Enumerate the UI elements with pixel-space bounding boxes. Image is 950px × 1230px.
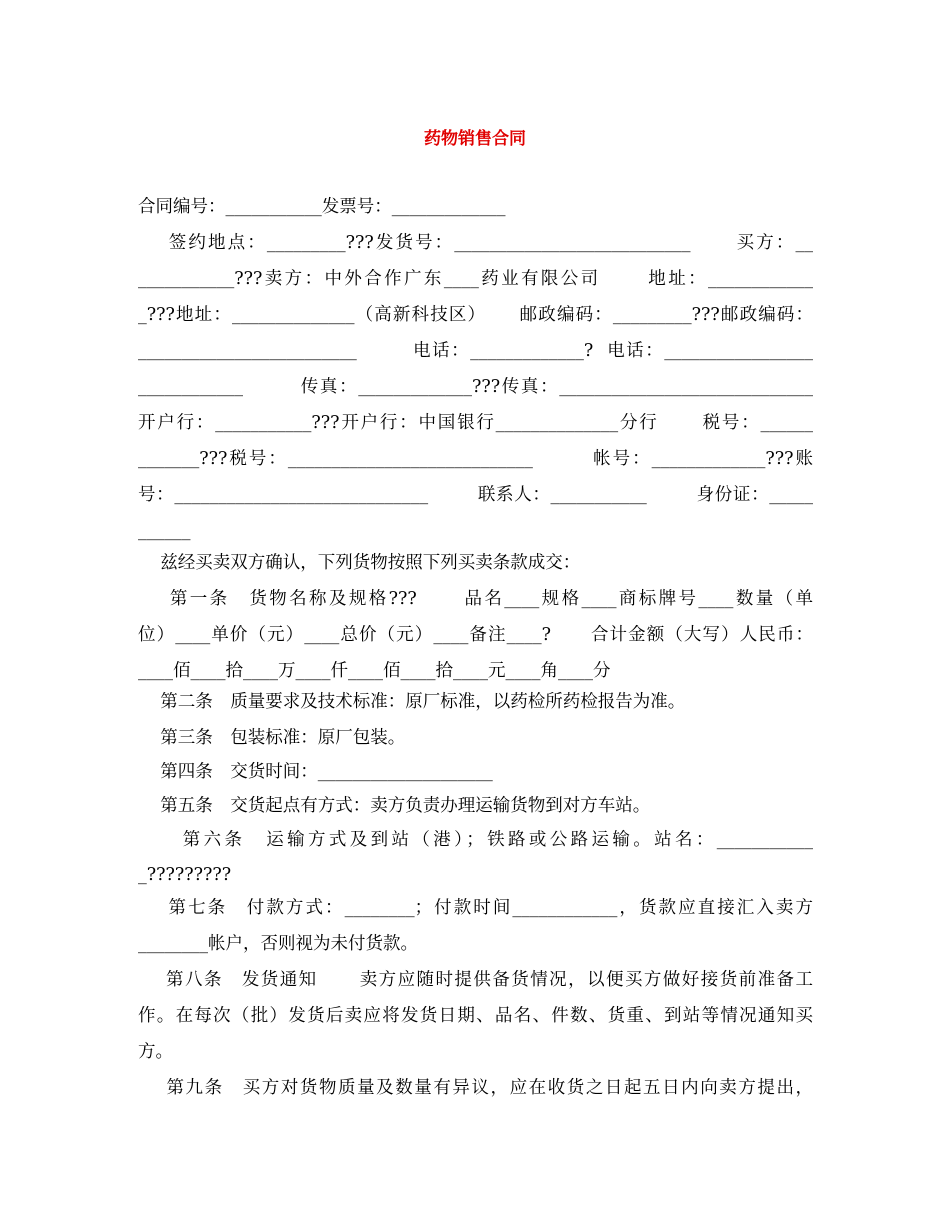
contract-line: 合同编号：___________发票号：_____________ xyxy=(138,197,506,217)
contract-line: 第六条 运输方式及到站（港）；铁路或公路运输。站名：___________ xyxy=(138,830,813,850)
contract-line: 开户行：___________???开户行：中国银行______________分行 税号：______ xyxy=(138,413,813,433)
contract-line: 第一条 货物名称及规格??? 品名____规格____商标牌号____数量（单 xyxy=(138,589,813,609)
contract-line: ____佰____拾____万____仟____佰____拾____元____角____分 xyxy=(138,661,611,681)
contract-line: ____________ 传真：_____________???传真：_____________________________ xyxy=(138,377,813,397)
contract-line: _???地址：______________（高新科技区） 邮政编码：_________???邮政编码： xyxy=(138,305,813,325)
contract-line: 第二条 质量要求及技术标准：原厂标准，以药检所药检报告为准。 xyxy=(138,692,686,712)
contract-line: 号：_____________________________ 联系人：___________ 身份证：_____ xyxy=(138,485,813,505)
contract-line: 作。在每次（批）发货后卖应将发货日期、品名、件数、货重、到站等情况通知买 xyxy=(138,1006,813,1026)
contract-line: ______ xyxy=(138,521,191,541)
contract-line: _????????? xyxy=(138,865,232,885)
contract-line: 第九条 买方对货物质量及数量有异议，应在收货之日起五日内向卖方提出， xyxy=(138,1078,813,1098)
contract-line: 方。 xyxy=(138,1042,173,1062)
contract-line: 第七条 付款方式：________；付款时间____________，货款应直接汇入卖方 xyxy=(138,898,813,918)
contract-line: 兹经买卖双方确认，下列货物按照下列买卖条款成交： xyxy=(138,553,581,573)
contract-line: 第八条 发货通知 卖方应随时提供备货情况，以便买方做好接货前准备工 xyxy=(138,970,813,990)
contract-line: _________________________ 电话：_____________? 电话：_________________ xyxy=(138,341,813,361)
contract-line: 签约地点：_________???发货号：___________________________ 买方：__ xyxy=(138,233,813,253)
contract-line: 第五条 交货起点有方式：卖方负责办理运输货物到对方车站。 xyxy=(138,796,651,816)
contract-line: 位）____单价（元）____总价（元）____备注____? 合计金额（大写）人民币： xyxy=(138,625,813,645)
contract-line: 第三条 包装标准：原厂包装。 xyxy=(138,728,406,748)
contract-line: ________帐户，否则视为未付货款。 xyxy=(138,934,418,954)
page-title: 药物销售合同 xyxy=(424,129,526,149)
contract-line: ___________???卖方：中外合作广东____药业有限公司 地址：____________ xyxy=(138,269,813,289)
contract-line: 第四条 交货时间：____________________ xyxy=(138,762,493,782)
contract-line: _______???税号：____________________________ 帐号：_____________???账 xyxy=(138,449,813,469)
